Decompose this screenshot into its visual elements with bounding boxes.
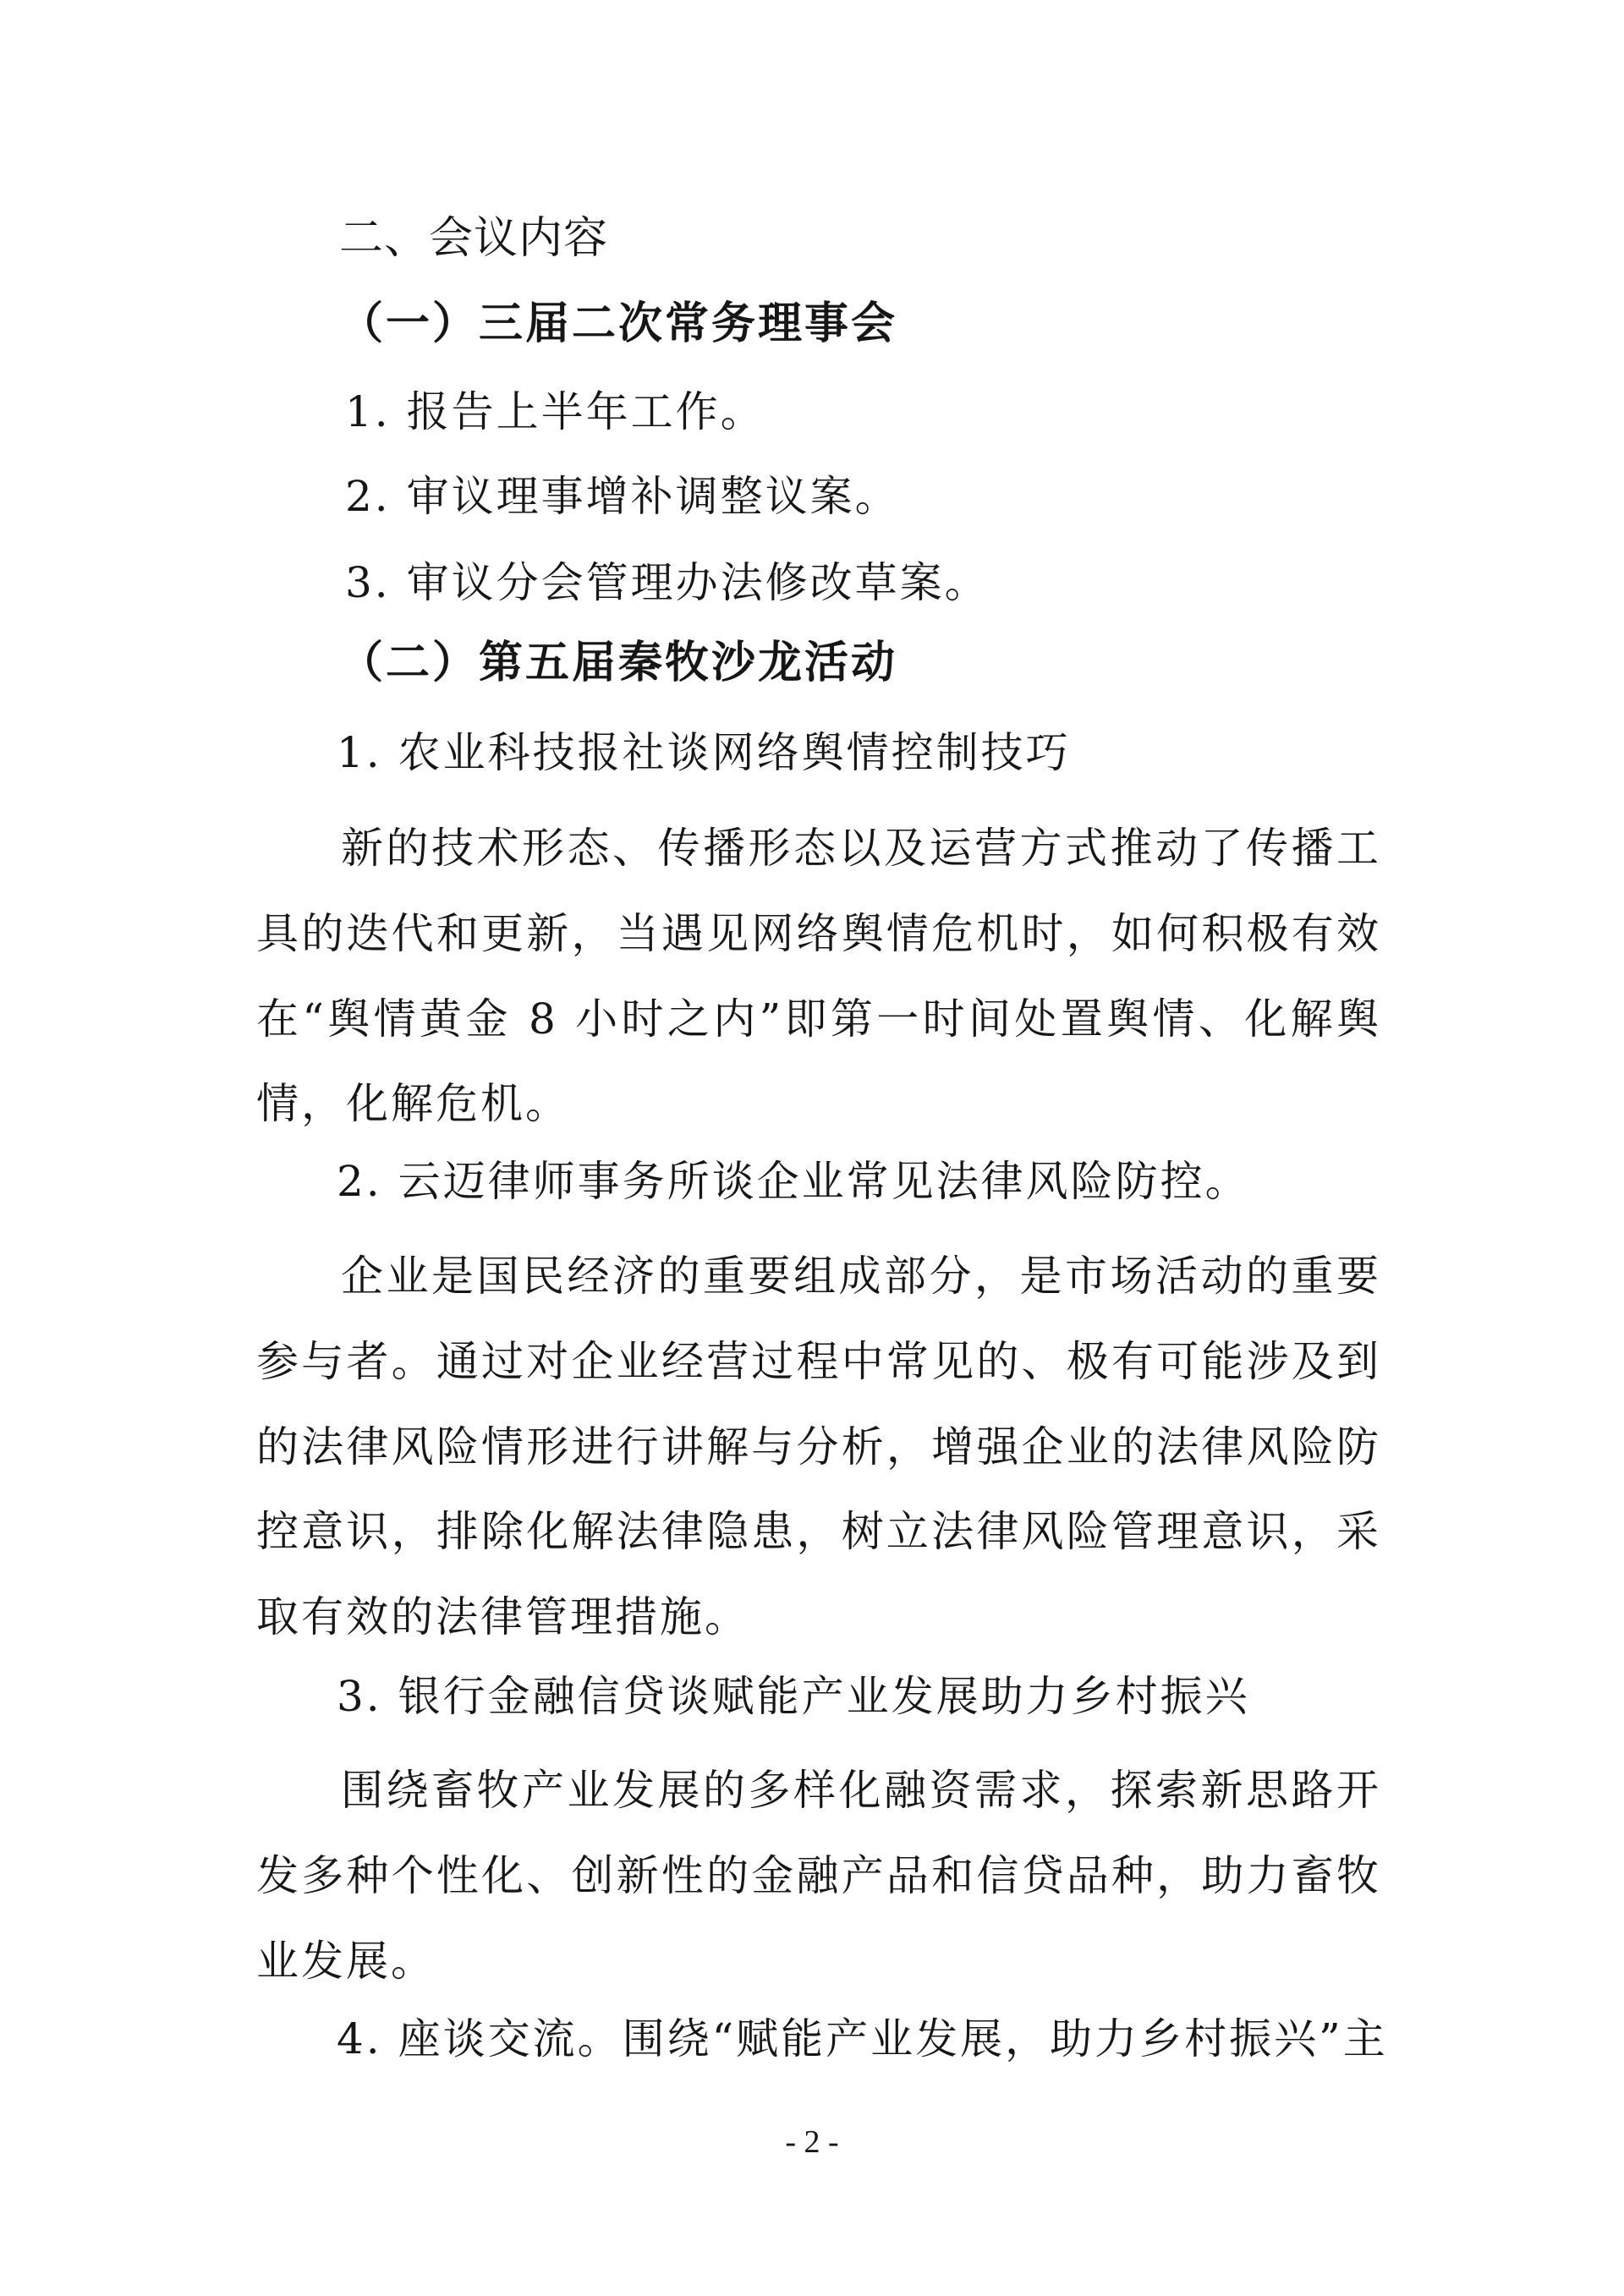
item-4-body: 4. 座谈交流。围绕“赋能产业发展，助力乡村振兴”主	[337, 2014, 1388, 2063]
item-3-body: 围绕畜牧产业发展的多样化融资需求，探索新思路开发多种个性化、创新性的金融产品和信贷品种，助力畜牧业发展。	[256, 1766, 1381, 1986]
section-heading: 二、会议内容	[339, 213, 609, 264]
page-number: - 2 -	[785, 2124, 839, 2160]
subsection-1-item-3: 3. 审议分会管理办法修改草案。	[345, 558, 990, 607]
subsection-1-title: （一）三届二次常务理事会	[339, 299, 898, 349]
subsection-1-item-2: 2. 审议理事增补调整议案。	[345, 472, 900, 521]
item-2-body: 企业是国民经济的重要组成部分，是市场活动的重要参与者。通过对企业经营过程中常见的、极有可能涉及到的法律风险情形进行讲解与分析，增强企业的法律风险防控意识，排除化解法律隐患，树立法律风险管理意识，采取有效的法律管理措施。	[256, 1252, 1381, 1642]
subsection-2-title: （二）第五届秦牧沙龙活动	[339, 638, 898, 688]
item-1-title: 1. 农业科技报社谈网络舆情控制技巧	[337, 728, 1071, 777]
item-3-title: 3. 银行金融信贷谈赋能产业发展助力乡村振兴	[337, 1672, 1250, 1721]
item-2-title: 2. 云迈律师事务所谈企业常见法律风险防控。	[337, 1157, 1250, 1206]
item-1-body: 新的技术形态、传播形态以及运营方式推动了传播工具的迭代和更新，当遇见网络舆情危机时，如何积极有效在“舆情黄金 8 小时之内”即第一时间处置舆情、化解舆情，化解危机。	[256, 824, 1381, 1129]
subsection-1-item-1: 1. 报告上半年工作。	[345, 387, 765, 436]
